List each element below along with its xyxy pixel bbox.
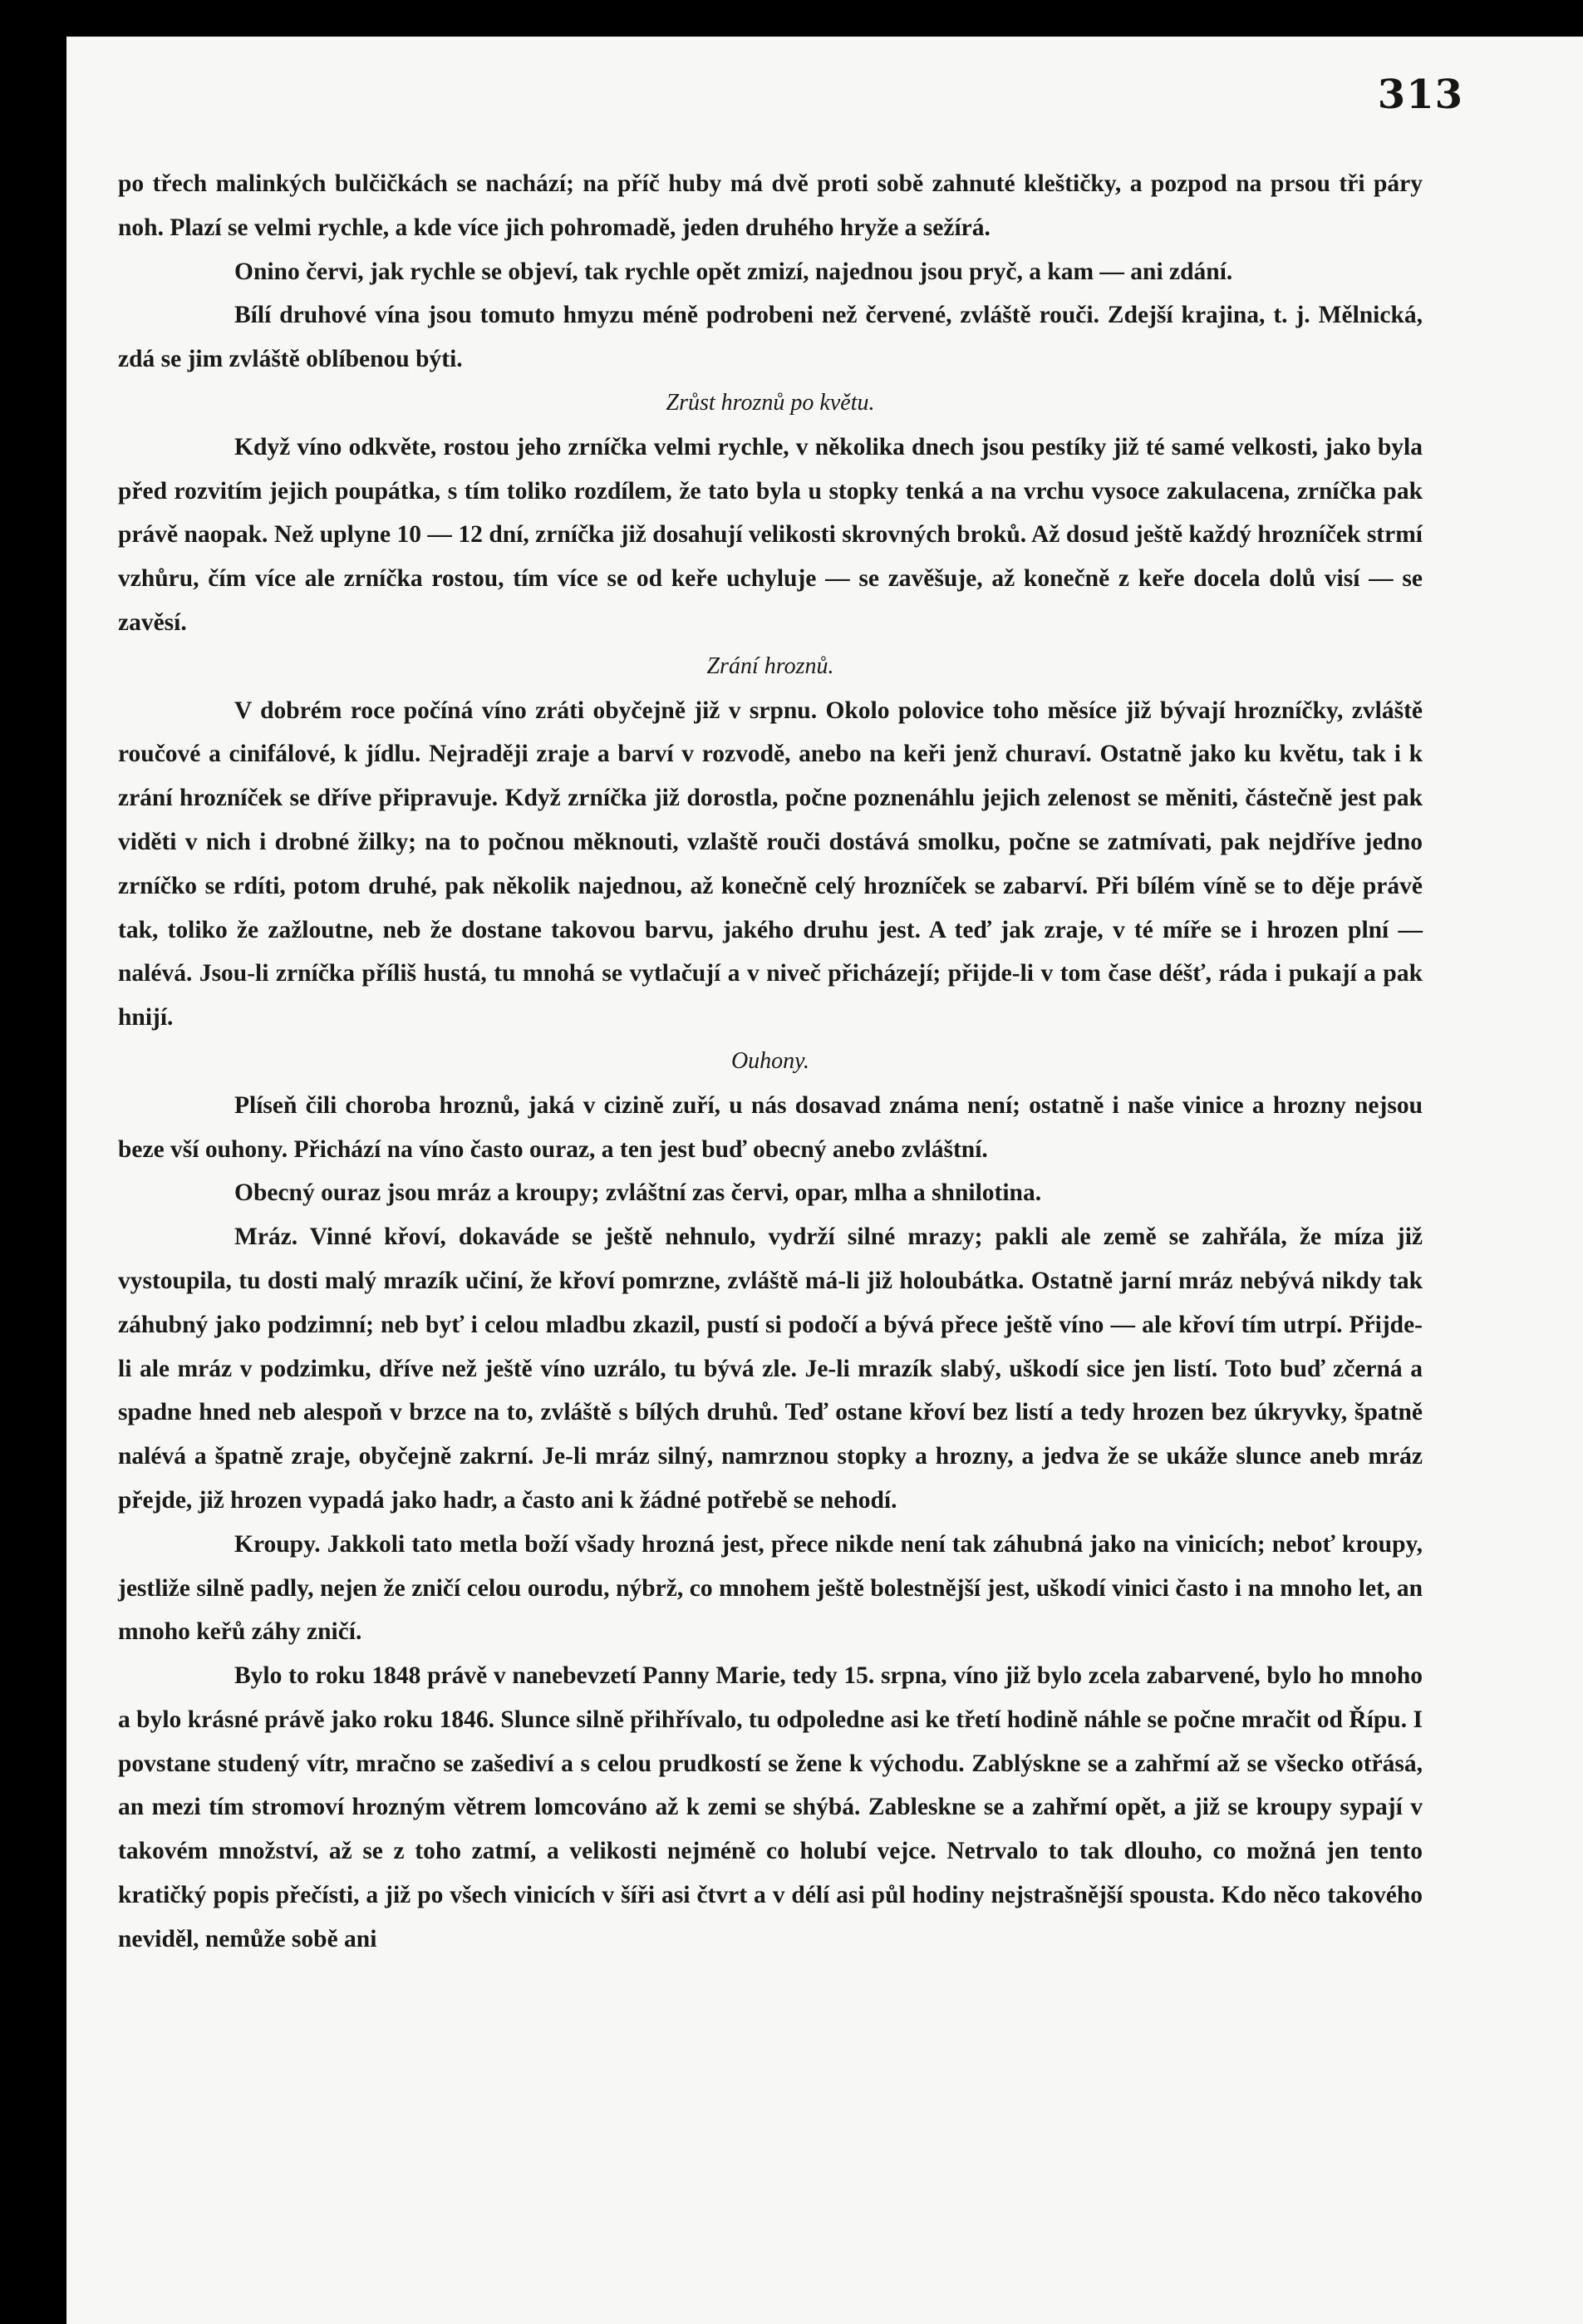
page-number: 313	[1377, 71, 1463, 118]
paragraph-mraz: Mráz. Vinné křoví, dokaváde se ještě nehnulo, vydrží silné mrazy; pakli ale země se zahřála, že míza již vystoupila, tu dosti malý mrazík učiní, že křoví pomrzne, zvláště má-li již holoubátka. Ostatně jarní mráz nebývá nikdy tak záhubný jako podzimní; neb byť i celou mladbu zkazil, pustí si podočí a bývá přece ještě víno — ale křoví tím utrpí. Přijde-li ale mráz v podzimku, dříve než ještě víno uzrálo, tu bývá zle. Je-li mrazík slabý, uškodí sice jen listí. Toto buď zčerná a spadne hned neb alespoň v brzce na to, zvláště s bílých druhů. Teď ostane křoví bez listí a tedy hrozen bez úkryvky, špatně nalévá a špatně zraje, obyčejně zakrní. Je-li mráz silný, namrznou stopky a hrozny, a jedva že se ukáže slunce aneb mráz přejde, již hrozen vypadá jako hadr, a často ani k žádné potřebě se nehodí.	[118, 1224, 1423, 1514]
section-heading-zrani: Zrání hroznů.	[706, 652, 834, 679]
section-heading-ouhony: Ouhony.	[730, 1047, 810, 1074]
paragraph-bylo-to-roku: Bylo to roku 1848 právě v nanebevzetí Panny Marie, tedy 15. srpna, víno již bylo zcela zabarvené, bylo ho mnoho a bylo krásné právě jako roku 1846. Slunce silně přihřívalo, tu odpoledne asi ke třetí hodině náhle se počne mračit od Řípu. I povstane studený vítr, mračno se zašediví a s celou prudkostí se žene k východu. Zablýskne se a zahřmí až se všecko otřásá, an mezi tím stromoví hrozným větrem lomcováno až k zemi se shýbá. Zableskne se a zahřmí opět, a již se kroupy sypají v takovém množství, až se z toho zatmí, a velikosti nejméně co holubí vejce. Netrvalo to tak dlouho, co možná jen tento kratičký popis přečísti, a již po všech vinicích v šíři asi čtvrt a v délí asi půl hodiny nejstrašnější spousta. Kdo něco takového neviděl, nemůže sobě ani	[118, 1662, 1423, 1952]
paragraph-bili-druhove: Bílí druhové vína jsou tomuto hmyzu méně podrobeni než červené, zvláště rouči. Zdejší krajina, t. j. Mělnická, zdá se jim zvláště oblíbenou býti.	[118, 302, 1423, 373]
body-text	[118, 162, 1423, 1962]
paragraph-obecny-ouraz: Obecný ouraz jsou mráz a kroupy; zvláštní zas červi, opar, mlha a shnilotina.	[234, 1179, 1042, 1207]
paragraph-plisen: Plíseň čili choroba hroznů, jaká v cizině zuří, u nás dosavad známa není; ostatně i naše vinice a hrozny nejsou beze vší ouhony. Přichází na víno často ouraz, a ten jest buď obecný anebo zvláštní.	[118, 1091, 1423, 1163]
paragraph-onino-cervi: Onino červi, jak rychle se objeví, tak rychle opět zmizí, najednou jsou pryč, a kam — ani zdání.	[234, 258, 1233, 285]
paragraph-intro: po třech malinkých bulčičkách se nachází; na příč huby má dvě proti sobě zahnuté kleštičky, a pozpod na prsou tři páry noh. Plazí se velmi rychle, a kde více jich pohromadě, jeden druhého hryže a sežírá.	[118, 170, 1423, 241]
book-page	[66, 37, 1583, 2324]
section-heading-zrust: Zrůst hroznů po květu.	[666, 389, 875, 416]
paragraph-kroupy: Kroupy. Jakkoli tato metla boží všady hrozná jest, přece nikde není tak záhubná jako na vinicích; neboť kroupy, jestliže silně padly, nejen že zničí celou ourodu, nýbrž, co mnohem ještě bolestnější jest, uškodí vinici často i na mnoho let, an mnoho keřů záhy zničí.	[118, 1530, 1423, 1646]
paragraph-v-dobrem-roce: V dobrém roce počíná víno zráti obyčejně již v srpnu. Okolo polovice toho měsíce již bývají hrozníčky, zvláště roučové a cinifálové, k jídlu. Nejraději zraje a barví v rozvodě, anebo na keři jenž churaví. Ostatně jako ku květu, tak i k zrání hrozníček se dříve připravuje. Když zrníčka již dorostla, počne poznenáhlu jejich zelenost se měniti, částečně jest pak viděti v nich i drobné žilky; na to počnou měknouti, vzlaště rouči dostává smolku, počne se zatmívati, pak nejdříve jedno zrníčko se rdíti, potom druhé, pak několik najednou, až konečně celý hrozníček se zabarví. Při bílém víně se to děje právě tak, toliko že zažloutne, neb že dostane takovou barvu, jakého druhu jest. A teď jak zraje, v té míře se i hrozen plní — nalévá. Jsou-li zrníčka příliš hustá, tu mnohá se vytlačují a v niveč přicházejí; přijde-li v tom čase déšť, ráda i pukají a pak hnijí.	[118, 697, 1423, 1032]
paragraph-kdyz-vino: Když víno odkvěte, rostou jeho zrníčka velmi rychle, v několika dnech jsou pestíky již té samé velkosti, jako byla před rozvitím jejich poupátka, s tím toliko rozdílem, že tato byla u stopky tenká a na vrchu vysoce zakulacena, zrníčka pak právě naopak. Než uplyne 10 — 12 dní, zrníčka již dosahují velikosti skrovných broků. Až dosud ještě každý hrozníček strmí vzhůru, čím více ale zrníčka rostou, tím více se od keře uchyluje — se zavěšuje, až konečně z keře docela dolů visí — se zavěsí.	[118, 433, 1423, 636]
